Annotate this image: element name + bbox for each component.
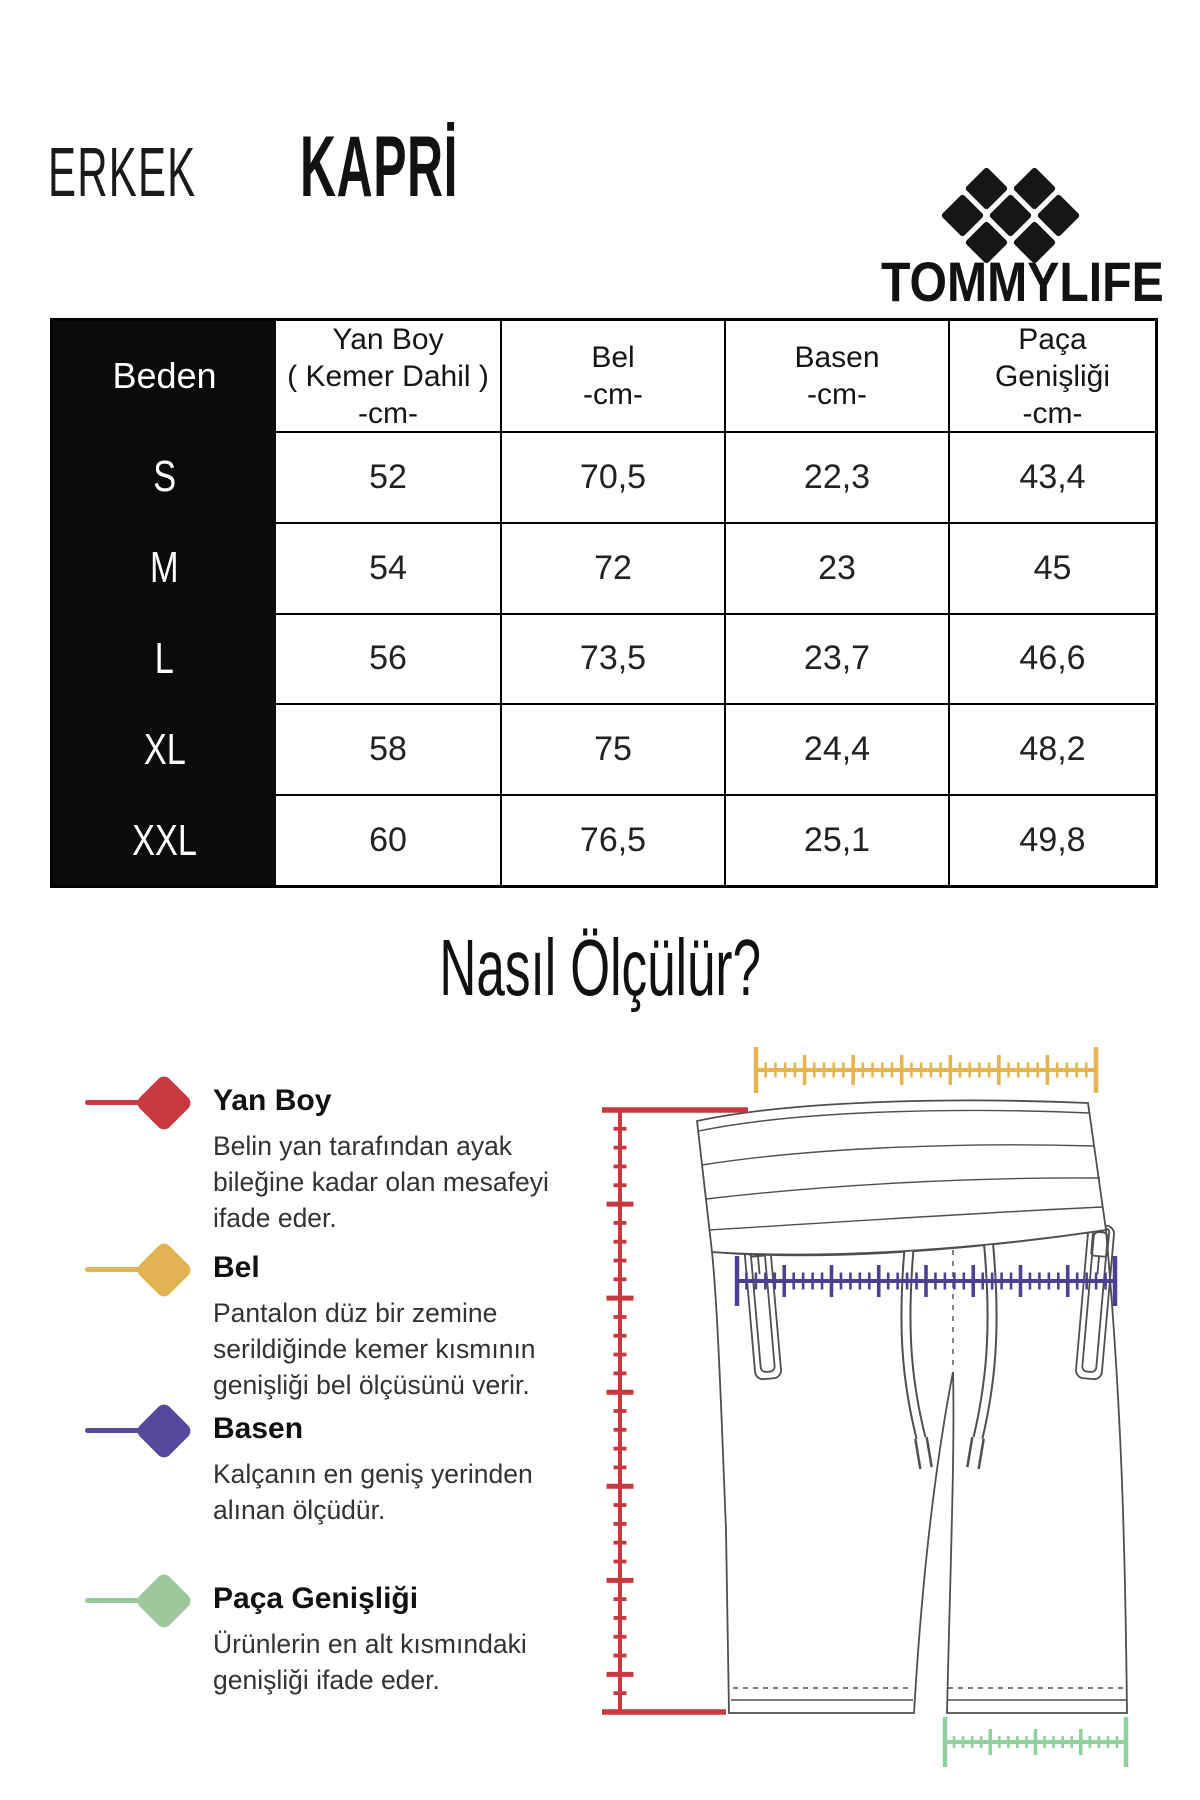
legend-item-paca bbox=[85, 1580, 565, 1698]
table-cell: 56 bbox=[276, 615, 500, 704]
column-header-paca: Paça Genişliği -cm- bbox=[950, 321, 1155, 431]
size-row-label: L bbox=[154, 633, 175, 683]
table-cell: 73,5 bbox=[502, 615, 724, 704]
brand-logo bbox=[860, 70, 1164, 313]
category-title: ERKEK bbox=[48, 133, 197, 211]
corner-label: Beden bbox=[112, 355, 217, 396]
table-cell: 76,5 bbox=[502, 796, 724, 885]
size-row-label: XXL bbox=[132, 815, 197, 865]
size-row-label: XL bbox=[143, 724, 186, 774]
legend-description: Kalçanın en geniş yerinden alınan ölçüdür. bbox=[213, 1459, 533, 1525]
legend-title: Yan Boy bbox=[213, 1084, 332, 1117]
column-header-basen: Basen -cm- bbox=[726, 321, 948, 431]
table-cell: 52 bbox=[276, 433, 500, 522]
legend-title: Basen bbox=[213, 1412, 304, 1445]
table-cell: 58 bbox=[276, 705, 500, 794]
measurement-rulers bbox=[602, 1047, 1126, 1767]
table-cell: 72 bbox=[502, 524, 724, 613]
size-row-label: S bbox=[153, 452, 176, 502]
table-cell: 48,2 bbox=[950, 705, 1155, 794]
column-header-bel: Bel -cm- bbox=[502, 321, 724, 431]
size-row-label: M bbox=[150, 543, 179, 593]
brand-name: TOMMYLIFE bbox=[881, 250, 1164, 313]
table-cell: 54 bbox=[276, 524, 500, 613]
legend-description: Pantalon düz bir zemine serildiğinde kemer kısmının genişliği bel ölçüsünü verir. bbox=[213, 1298, 536, 1400]
capri-sketch bbox=[697, 1100, 1127, 1713]
legend-description: Belin yan tarafından ayak bileğine kadar olan mesafeyi ifade eder. bbox=[213, 1131, 549, 1233]
basen-marker-icon bbox=[85, 1410, 189, 1452]
how-to-measure-title: Nasıl Ölçülür? bbox=[439, 923, 761, 1012]
table-cell: 22,3 bbox=[726, 433, 948, 522]
product-title-block bbox=[48, 118, 572, 215]
legend-title: Bel bbox=[213, 1251, 260, 1284]
size-table bbox=[50, 318, 1158, 888]
paca-marker-icon bbox=[85, 1580, 189, 1622]
table-cell: 70,5 bbox=[502, 433, 724, 522]
table-cell: 46,6 bbox=[950, 615, 1155, 704]
legend-item-yan-boy bbox=[85, 1082, 565, 1236]
legend-item-basen bbox=[85, 1410, 565, 1528]
bel-marker-icon bbox=[85, 1249, 189, 1291]
table-cell: 75 bbox=[502, 705, 724, 794]
yan-boy-marker-icon bbox=[85, 1082, 189, 1124]
legend-item-bel bbox=[85, 1249, 565, 1403]
table-cell: 60 bbox=[276, 796, 500, 885]
size-column-header bbox=[53, 321, 276, 431]
table-cell: 24,4 bbox=[726, 705, 948, 794]
table-cell: 43,4 bbox=[950, 433, 1155, 522]
legend-description: Ürünlerin en alt kısmındaki genişliği ifade eder. bbox=[213, 1629, 527, 1695]
size-column bbox=[53, 321, 276, 885]
table-cell: 49,8 bbox=[950, 796, 1155, 885]
column-header-yan-boy: Yan Boy ( Kemer Dahil ) -cm- bbox=[276, 321, 500, 431]
table-cell: 23,7 bbox=[726, 615, 948, 704]
product-title: KAPRİ bbox=[299, 119, 458, 215]
drawstring bbox=[906, 1140, 992, 1468]
table-cell: 45 bbox=[950, 524, 1155, 613]
table-cell: 23 bbox=[726, 524, 948, 613]
table-cell: 25,1 bbox=[726, 796, 948, 885]
legend-title: Paça Genişliği bbox=[213, 1582, 419, 1615]
measurement-grid bbox=[276, 321, 1155, 885]
